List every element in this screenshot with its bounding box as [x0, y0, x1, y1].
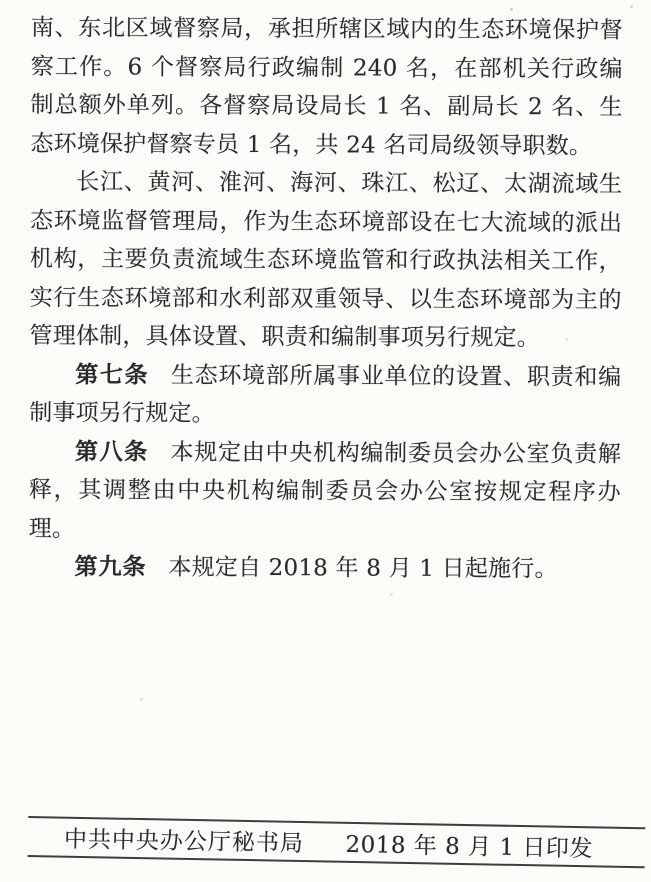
paragraph-text: 生态环境部所属事业单位的设置、职责和编制事项另行规定。	[29, 362, 622, 427]
issuing-office-label: 中共中央办公厅秘书局	[63, 826, 305, 858]
paragraph-text: 本规定自 2018 年 8 月 1 日起施行。	[168, 554, 558, 583]
article-7-label: 第七条	[75, 361, 150, 389]
paragraph-text: 本规定由中央机构编制委员会办公室负责解释，其调整由中央机构编制委员会办公室按规定程序办理。	[28, 439, 622, 542]
paragraph-article-7	[29, 355, 621, 435]
print-date-label: 2018 年 8 月 1 日印发	[345, 831, 594, 863]
paragraph-text: 南、东北区域督察局，承担所辖区域内的生态环境保护督察工作。6 个督察局行政编制 240 名，在部机关行政编制总额外单列。各督察局设局长 1 名、副局长 2 名、生态环境保护督察专员 1 名，共 24 名司局级领导职数。	[30, 14, 623, 159]
document-body	[28, 9, 623, 589]
paragraph-article-8	[29, 432, 621, 550]
colophon-footer	[28, 816, 646, 868]
paragraph-text: 长江、黄河、淮河、海河、珠江、松辽、太湖流域生态环境监督管理局，作为生态环境部设在七大流域的派出机构，主要负责流域生态环境监管和行政执法相关工作，实行生态环境部和水利部双重领导、以生态环境部为主的管理体制，具体设置、职责和编制事项另行规定。	[29, 169, 623, 352]
article-8-label: 第八条	[75, 438, 149, 466]
article-9-label: 第九条	[74, 554, 147, 581]
paragraph-continuation	[30, 9, 623, 166]
paragraph-article-9	[28, 548, 620, 589]
paragraph-river-basins	[29, 163, 622, 358]
